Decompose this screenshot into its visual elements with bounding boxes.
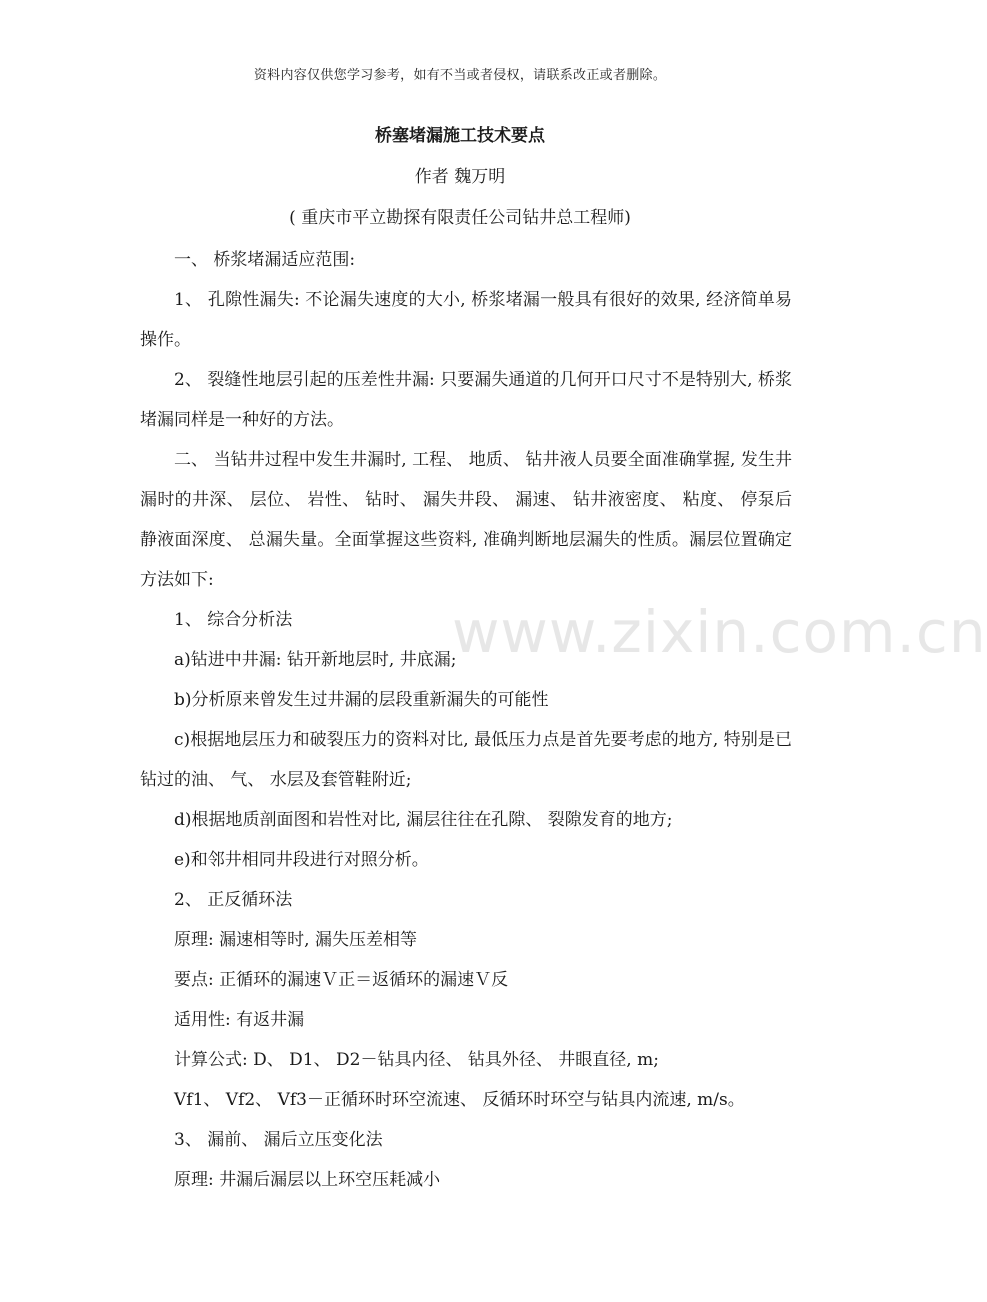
paragraph: 计算公式: D、 D1、 D2－钻具内径、 钻具外径、 井眼直径, m;	[174, 1050, 659, 1070]
watermark: www.zixin.com.cn	[452, 598, 987, 666]
paragraph: Vf1、 Vf2、 Vf3－正循环时环空流速、 反循环时环空与钻具内流速, m/s。	[174, 1090, 745, 1110]
list-item: e)和邻井相同井段进行对照分析。	[174, 850, 429, 870]
subheading: 2、 正反循环法	[174, 890, 293, 910]
list-item: d)根据地质剖面图和岩性对比, 漏层往往在孔隙、 裂隙发育的地方;	[174, 810, 673, 830]
document-title: 桥塞堵漏施工技术要点	[375, 126, 545, 146]
paragraph: 原理: 漏速相等时, 漏失压差相等	[174, 930, 417, 950]
subheading: 1、 综合分析法	[174, 610, 293, 630]
section-heading-2: 二、 当钻井过程中发生井漏时, 工程、 地质、 钻井液人员要全面准确掌握, 发生井漏时的井深、 层位、 岩性、 钻时、 漏失井段、 漏速、 钻井液密度、 粘度、 停泵后静液面深度、 总漏失量。全面掌握这些资料, 准确判断地层漏失的性质。漏层位置确定方法如下:	[140, 450, 792, 590]
disclaimer-header: 资料内容仅供您学习参考，如有不当或者侵权，请联系改正或者删除。	[253, 68, 667, 83]
paragraph: 2、 裂缝性地层引起的压差性井漏: 只要漏失通道的几何开口尺寸不是特别大, 桥浆堵漏同样是一种好的方法。	[140, 370, 792, 430]
section-heading-1: 一、 桥浆堵漏适应范围:	[174, 250, 356, 270]
document-body	[140, 240, 792, 1200]
list-item: a)钻进中井漏: 钻开新地层时, 井底漏;	[174, 650, 457, 670]
paragraph: 1、 孔隙性漏失: 不论漏失速度的大小, 桥浆堵漏一般具有很好的效果, 经济简单易操作。	[140, 290, 792, 350]
author-line: 作者 魏万明	[414, 167, 506, 187]
paragraph: 适用性: 有返井漏	[174, 1010, 305, 1030]
subheading: 3、 漏前、 漏后立压变化法	[174, 1130, 383, 1150]
paragraph: 原理: 井漏后漏层以上环空压耗减小	[174, 1170, 441, 1190]
list-item: b)分析原来曾发生过井漏的层段重新漏失的可能性	[174, 690, 549, 710]
author-affiliation: ( 重庆市平立勘探有限责任公司钻井总工程师)	[289, 208, 631, 228]
list-item: c)根据地层压力和破裂压力的资料对比, 最低压力点是首先要考虑的地方, 特别是已钻过的油、 气、 水层及套管鞋附近;	[140, 730, 792, 790]
paragraph: 要点: 正循环的漏速Ｖ正＝返循环的漏速Ｖ反	[174, 970, 509, 990]
